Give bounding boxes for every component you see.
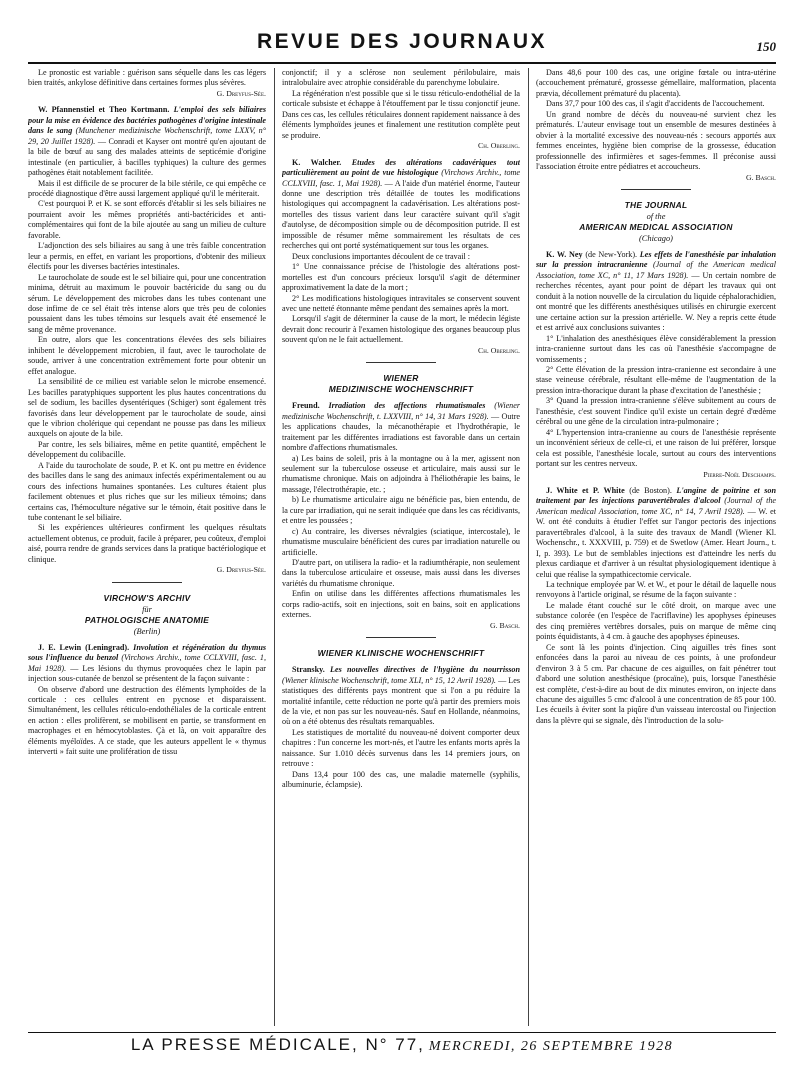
abstract-text: — Les statistiques des différents pays montrent que si l'on a pu réduire la mortalité infantile, cette réduction ne porte qu'à partir des premiers mois de la vie, et non pas sur les nouveau-nés. Sauf en Hollande, néanmoins, où on a été obtenus des résultats remarquables. <box>282 675 520 727</box>
signature: Ch. Oberling. <box>478 345 520 355</box>
section-title: MEDIZINISCHE WOCHENSCHRIFT <box>328 384 474 395</box>
paragraph: 1° L'inhalation des anesthésiques élève considérablement la pression intra-cranienne surtout dans les cas où l'anesthésie s'accompagne de vomissements ; <box>536 333 776 364</box>
signature: Pierre-Noël Deschamps. <box>703 469 776 479</box>
section-divider <box>112 582 182 583</box>
paragraph: 2° Les modifications histologiques intravitales se conservent souvent avec une netteté étonnante même pendant des semaines après la mort. <box>282 293 520 313</box>
page-footer <box>28 1032 776 1059</box>
paragraph: L'adjonction des sels biliaires au sang à une très faible concentration leur a permis, en effet, en variant les proportions, d'obtenir des milieux électifs pour les diverses bactéries intestinales. <box>28 241 266 272</box>
paragraph: Lorsqu'il s'agit de déterminer la cause de la mort, le médecin légiste devrait donc recourir à l'examen histologique des organes beaucoup plus souvent qu'on ne le fait actuellement. <box>282 314 520 345</box>
page-number: 150 <box>756 39 776 54</box>
abstract-reference: (Virchows Archiv., tome CCLXVIII, fasc. 1, Mai 1928). <box>28 653 266 673</box>
section-divider <box>366 362 436 363</box>
paragraph: 3° Quand la pression intra-cranienne s'élève subitement au cours de l'anesthésie, c'est souvent l'indice qu'il existe un certain degré d'œdème cérébral ou une gêne de la circulation intra-pulmonaire ; <box>536 396 776 427</box>
paragraph: Par contre, les sels biliaires, même en petite quantité, empêchent le développement du colibacille. <box>28 439 266 460</box>
footer-line <box>28 1035 776 1055</box>
paragraph: Ce sont là les points d'injection. Cinq aiguilles très fines sont enfoncées dans la paroi au niveau de ces points, à une profondeur d'environ 3 à 5 cm. Par chacune de ces aiguilles, on fait pénétrer tout d'abord une solution anesthésique (procaïne), puis, lorsque l'anesthésie est complète, c'est-à-dire au bout de dix minutes environ, on injecte dans chacune des aiguilles 5 cmc d'alcool à une concentration de 85 pour 100. Les écueils à éviter sont la piqûre d'un vaisseau intercostal ou l'injection dans la plèvre qui se signale, dès l'introduction de la solu- <box>536 642 776 725</box>
abstract-title: Irradiation des affections rhumatismales <box>328 401 486 411</box>
signature: G. Dreyfus-Sée. <box>216 88 266 98</box>
section-city: (Berlin) <box>133 626 161 636</box>
section-divider <box>621 189 691 190</box>
abstract-title: Les effets de l'anesthésie par inhalation sur la pression intracranienne <box>536 249 776 270</box>
abstract-reference: (Wiener klinische Wochenschrift, tome XLI, n° 15, 12 Avril 1928). <box>282 675 496 685</box>
abstract-stransky <box>282 665 520 728</box>
paragraph: c) Au contraire, les diverses névralgies (sciatique, intercostale), le rhumatisme musculaire bénéficient des cures par irradiation naturelle ou artificielle. <box>282 526 520 557</box>
column-2 <box>282 68 520 1026</box>
signature: G. Dreyfus-Sée. <box>216 565 266 575</box>
abstract-title: L'emploi des sels biliaires pour la mise en évidence des bactéries pathogènes d'origine intestinale dans le sang <box>28 105 266 136</box>
abstract-authors: K. W. Ney <box>546 249 583 259</box>
paragraph: Un grand nombre de décès du nouveau-né survient chez les prématurés. L'auteur envisage tout un ensemble de mesures destinées à obvier à la mortalité excessive des nouveau-nés : secours apportés aux femmes enceintes, hygiène bien comprise de la grossesse, éducation professionnelle des infirmières et sages-femmes. Il préconise aussi l'association étroite entre pédiatres et accoucheurs. <box>536 109 776 172</box>
signature: Ch. Oberling. <box>478 141 520 151</box>
paragraph: conjonctif; il y a sclérose non seulement périlobulaire, mais intralobulaire avec atrophie considérable du parenchyme lobulaire. <box>282 68 520 88</box>
paragraph: Le malade étant couché sur le côté droit, on marque avec une substance colorée (en l'espèce de l'acriflavine) les apophyses épineuses des cinq premières vertèbres dorsales, puis on marque de même cinq points équidistants, à 4 cm. à gauche des apophyses épineuses. <box>536 600 776 642</box>
column-3 <box>536 68 776 1026</box>
paragraph: b) Le rhumatisme articulaire aigu ne bénéficie pas, bien entendu, de la cure par irradiation, qui ne serait indiquée que dans les cas récidivants, et entre les poussées ; <box>282 495 520 526</box>
signature: G. Basch. <box>489 620 520 630</box>
paragraph: Mais il est difficile de se procurer de la bile stérile, ce qui empêche ce procédé diagnostique d'être aussi largement appliqué qu'il le mériterait. <box>28 178 266 198</box>
abstract-reference: (Virchows Archiv., tome CCLXVIII, fasc. 1, Mai 1928). <box>282 168 520 188</box>
abstract-text: — Outre les applications chaudes, la mécanothérapie et l'hydrothérapie, le traitement par les différentes irradiations est favorable dans un certain nombre d'affections rhumatismales. <box>282 411 520 453</box>
section-title: THE JOURNAL <box>624 199 688 210</box>
paragraph: En outre, alors que les concentrations élevées des sels biliaires inhibent le développement microbien, il faut, avec le taurocholate de soude, arriver à une concentration extrêmement forte pour obtenir un effet analogue. <box>28 335 266 376</box>
abstract-authors: Freund. <box>292 401 320 411</box>
paragraph: Les statistiques de mortalité du nouveau-né doivent comporter deux chapitres : l'un concerne les mort-nés, et l'autre les enfants morts après la naissance. Sur 1.010 décès survenus dans les 14 premiers jours, on retrouve : <box>282 727 520 769</box>
abstract-reference: (Journal of the American medical Association, tome XC, n° 11, 17 Mars 1928). <box>536 260 776 280</box>
abstract-title: Involution et régénération du thymus sous l'influence du benzol <box>28 642 266 663</box>
column-divider <box>274 68 275 1026</box>
paragraph: A l'aide du taurocholate de soude, P. et K. ont pu mettre en évidence des bacilles dans le sang des animaux infectés expérimentalement ou au cours des infections humaines spontanées. Les cultures étaient plus facilement obtenues et plus riches que sur les milieux témoins; dans certains cas, l'hémoculture négative sur le témoin, était positive dans le tube contenant le sel biliaire. <box>28 460 266 523</box>
section-heading-jama <box>536 200 776 244</box>
paragraph: 4° L'hypertension intra-cranienne au cours de l'anesthésie représente un inconvénient sérieux de celle-ci, et une raison de lui préférer, lorsque cela est possible, l'anesthésie locale, surtout au cours des interventions portant sur les centres nerveux. <box>536 427 776 469</box>
paragraph: C'est pourquoi P. et K. se sont efforcés d'établir si les sels biliaires ne pourraient avoir les mêmes propriétés anti-bactéricides et anti-complémentaires qui font de la bile ajoutée au sang un milieu de culture favorable. <box>28 199 266 240</box>
page-header <box>28 28 776 64</box>
signature: G. Basch. <box>745 172 776 182</box>
paragraph: 2° Cette élévation de la pression intra-cranienne est secondaire à une stase veineuse cérébrale, résultant elle-même de l'augmentation de la pression intra-thoracique durant la phase d'excitation de l'anesthésie ; <box>536 364 776 395</box>
abstract-title: L'angine de poitrine et son traitement par les injections paravertébrales d'alcool <box>536 485 776 506</box>
paragraph: Dans 37,7 pour 100 des cas, il s'agit d'accidents de l'accouchement. <box>546 99 765 109</box>
abstract-place: (de New-York). <box>585 249 638 259</box>
abstract-title: Etudes des altérations cadavériques tout particulièrement au point de vue histologique <box>282 157 520 178</box>
footer-date: MERCREDI, 26 SEPTEMBRE 1928 <box>428 1039 674 1054</box>
section-subtitle: of the <box>646 211 666 221</box>
abstract-place: (de Boston). <box>629 485 672 495</box>
paragraph: Deux conclusions importantes découlent de ce travail : <box>292 251 471 261</box>
section-title: WIENER <box>383 373 419 384</box>
section-city: (Chicago) <box>639 233 673 243</box>
section-title: WIENER KLINISCHE WOCHENSCHRIFT <box>317 648 485 659</box>
abstract-authors: J. E. Lewin (Leningrad). <box>38 642 130 652</box>
abstract-text: — Les lésions du thymus provoquées chez le lapin par injection sous-cutanée de benzol se présentent de la façon suivante : <box>28 663 266 684</box>
section-heading-wiener-klinische <box>282 648 520 659</box>
article-columns <box>28 68 776 1026</box>
section-title: PATHOLOGISCHE ANATOMIE <box>84 614 210 625</box>
section-title: VIRCHOW'S ARCHIV <box>103 592 191 603</box>
journal-title: REVUE DES JOURNAUX <box>256 30 548 53</box>
paragraph: On observe d'abord une destruction des éléments lymphoïdes de la corticale : ces cellules entrent en pycnose et disparaissent. Simultanément, les cellules réticulo-endothéliales de la corticale entrent en action : elles prolifèrent, se mobilisent en partie, se transforment en macrophages et en hémocytoblastes. Çà et là, on voit apparaître des éléments myéloïdes. A ce stade, que les auteurs appellent le « thymus interverti » fait suite une prolifération de tissu <box>28 684 266 757</box>
abstract-text: — Conradi et Kayser ont montré qu'en ajoutant de la bile de bœuf au sang des malades atteints de septicémie d'origine intestinale (en particulier, à bacilles typhiques) la culture des germes pathogènes était notablement facilitée. <box>28 136 266 178</box>
section-subtitle: für <box>142 604 152 614</box>
journal-page <box>28 28 776 1058</box>
section-divider <box>366 637 436 638</box>
abstract-ney <box>536 250 776 334</box>
section-heading-virchow <box>28 593 266 637</box>
paragraph: Dans 48,6 pour 100 des cas, une origine fœtale ou intra-utérine (accouchement prématuré, grossesse gémellaire, malformation, placenta prævia, décollement prématuré du placenta). <box>536 68 776 98</box>
section-heading-wiener-medizinische <box>282 373 520 395</box>
paragraph: Si les expériences ultérieures confirment les quelques résultats actuellement obtenus, ce produit, facile à préparer, peu coûteux, d'emploi aisé, pourra rendre de grands services dans la pratique bactériologique et clinique. <box>28 523 266 564</box>
paragraph: Le pronostic est variable : guérison sans séquelle dans les cas légers bien traités, ankylose définitive dans certaines formes plus sévères. <box>28 68 266 88</box>
paragraph: a) Les bains de soleil, pris à la montagne ou à la mer, agissent non seulement sur la tuberculose osseuse et articulaire, mais aussi sur le rhumatisme chronique. Mais on adjoindra à l'héliothérapie les bains, le massage, l'électrothérapie, etc. ; <box>282 453 520 494</box>
paragraph: La technique employée par W. et W., et pour le détail de laquelle nous renvoyons à l'article original, se résume de la façon suivante : <box>536 580 776 600</box>
abstract-reference: (Wiener medizinische Wochenschrift, t. LXXVIII, n° 14, 31 Mars 1928). <box>282 401 520 421</box>
paragraph: Le taurocholate de soude est le sel biliaire qui, pour une concentration minima, détruit au maximum le pouvoir bactéricide du sang ou du sérum. Le développement des microbes dans les tubes contenant une dose infime de ce sel était très intense alors que très peu de colonies poussaient dans les tubes témoins sur lesquels avait été ensemencé le sang de même provenance. <box>28 272 266 334</box>
paragraph: D'autre part, on utilisera la radio- et la radiumthérapie, non seulement dans la tuberculose articulaire et osseuse, mais aussi dans les diverses variétés du rhumatisme chronique. <box>282 558 520 588</box>
paragraph: La régénération n'est possible que si le tissu réticulo-endothélial de la corticale subsiste et échappe à l'étouffement par le tissu conjonctif jeune. Dans ces cas, les cellules réticulaires donnent rapidement naissance à des éléments lymphoïdes jeunes et finalement une restitution complète peut se produire. <box>282 88 520 140</box>
footer-publication: LA PRESSE MÉDICALE, N° 77, <box>130 1035 425 1054</box>
paragraph: Enfin on utilise dans les différentes affections rhumatismales les corps radio-actifs, soit en injections, soit en bains, soit en applications externes. <box>282 589 520 620</box>
abstract-freund <box>282 401 520 453</box>
abstract-authors: J. White et P. White <box>546 485 625 495</box>
abstract-lewin <box>28 643 266 685</box>
abstract-authors: W. Pfannenstiel et Theo Kortmann. <box>38 105 170 115</box>
paragraph: Dans 13,4 pour 100 des cas, une maladie maternelle (syphilis, albuminurie, éclampsie). <box>282 769 520 790</box>
abstract-authors: K. Walcher. <box>292 157 342 167</box>
abstract-pfannenstiel <box>28 105 266 178</box>
column-1 <box>28 68 266 1026</box>
column-divider <box>528 68 529 1026</box>
abstract-title: Les nouvelles directives de l'hygiène du nourrisson <box>330 665 520 675</box>
paragraph: 1° Une connaissance précise de l'histologie des altérations post-mortelles est d'un concours précieux lorsqu'il s'agit de déterminer approximativement la date de la mort ; <box>282 262 520 293</box>
abstract-walcher <box>282 158 520 252</box>
abstract-text: — Un certain nombre de recherches récentes, ayant pour point de départ les travaux qui ont conduit à la notion nouvelle de la circulation du liquide céphalorachidien, ont montré que les différents anesthésiques utilisés en chirurgie exercent une certaine action sur la pression artérielle. W. Ney a repris cette étude et est arrivé aux conclusions suivantes : <box>536 270 776 333</box>
section-title: AMERICAN MEDICAL ASSOCIATION <box>579 221 733 232</box>
abstract-text: — W. et W. ont été conduits à étudier l'effet sur l'angor pectoris des injections paravertébrales d'alcool, à la suite des travaux de Mandl (Wiener Kl. Wochenschr., t. XXXVIII, p. 759) et de Swetlow (Amer. Heart Journ., t. I, p. 393). Le but de semblables injections est d'atteindre les nerfs du plexus cardiaque et d'arriver à un résultat physiologiquement identique à celui que réalise la sympathicectomie cervicale. <box>536 506 776 579</box>
abstract-reference: (Munchener medizinische Wochenschrift, tome LXXV, n° 29, 20 Juillet 1928). <box>28 126 266 146</box>
abstract-authors: Stransky. <box>292 665 325 675</box>
paragraph: La sensibilité de ce milieu est variable selon le microbe ensemencé. Les bacilles paratyphiques supportent les plus hautes concentrations du sel de sodium, les bacilles dysentériques (Schiger) sont également très favorisés dans leur développement par le taurocholate de soude, ainsi que le vibrion cholérique qui cependant ne pousse pas dans les milieux auxquels on ajoute de la bile. <box>28 377 266 439</box>
abstract-white <box>536 486 776 580</box>
abstract-text: — A l'aide d'un matériel énorme, l'auteur donne une description très détaillée de toutes les modifications histologiques qui accompagnent la cadavérisation. Les altérations post-mortelles des tissus varient dans leur caractère suivant qu'il s'agit d'autolyse, de décomposition simple ou de décomposition putride. Il est impossible de résumer même sommairement les résultats de ces recherches qui ont porté systématiquement sur tous les organes. <box>282 178 520 251</box>
abstract-reference: (Journal of the American medical Association, tome XC, n° 14, 7 Avril 1928). <box>536 496 776 516</box>
